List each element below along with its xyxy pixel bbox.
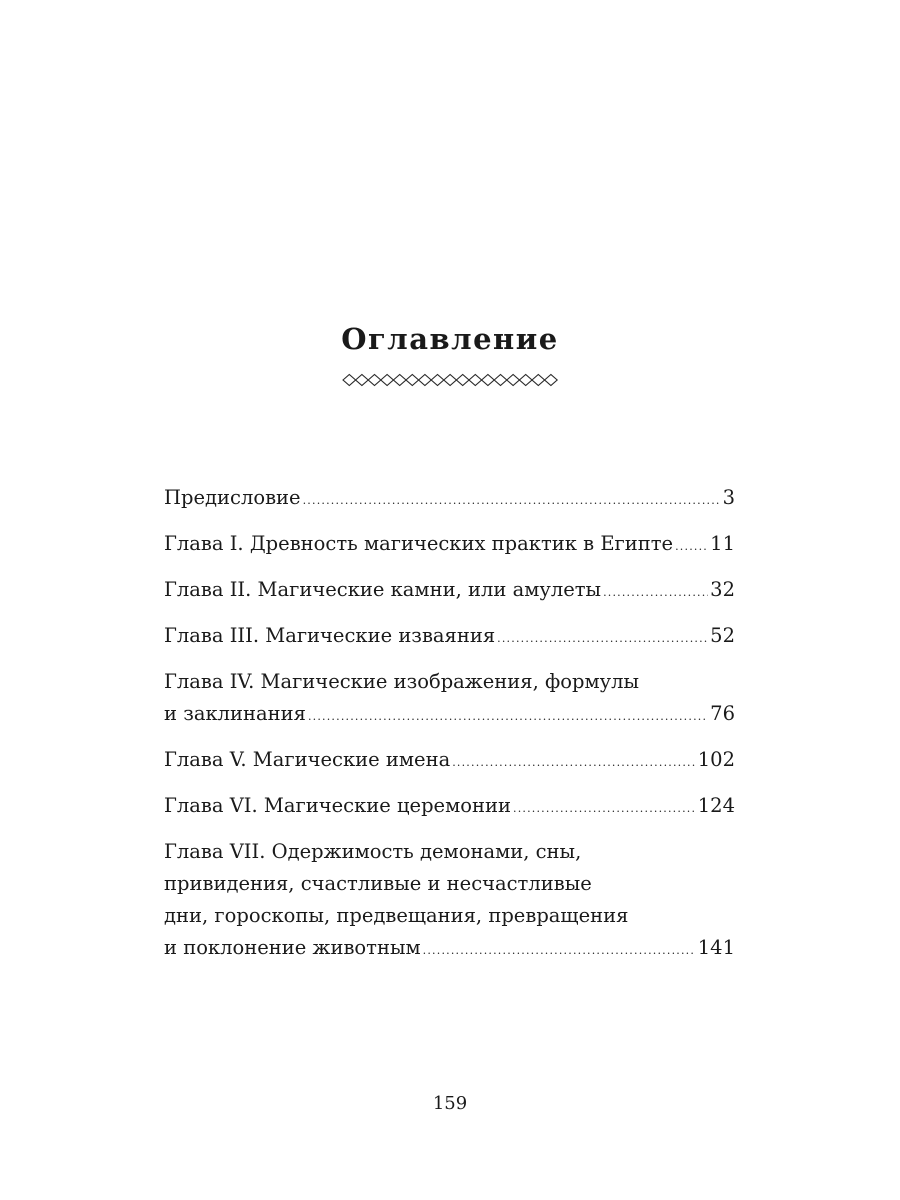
diamond-shape (444, 375, 457, 386)
toc-page-number: 32 (710, 578, 735, 601)
toc-leader-dots (303, 485, 721, 517)
table-of-contents (164, 482, 735, 978)
toc-leader-dots (675, 531, 708, 563)
diamond-shape (532, 375, 545, 386)
diamond-shape (368, 375, 381, 386)
toc-entry-title: и заклинания (164, 702, 306, 725)
toc-entry[interactable] (164, 528, 735, 563)
page-title: Оглавление (341, 322, 559, 356)
diamond-shape (456, 375, 469, 386)
diamond-shape (494, 375, 507, 386)
toc-entry-title: Предисловие (164, 486, 301, 509)
diamond-shape (469, 375, 482, 386)
toc-entry-title: Глава V. Магические имена (164, 748, 451, 771)
toc-entry[interactable] (164, 482, 735, 517)
toc-entry-title: Глава VI. Магические церемонии (164, 794, 511, 817)
toc-entry-title-line: Глава VII. Одержимость демонами, сны, (164, 840, 582, 863)
toc-entry[interactable] (164, 666, 735, 733)
diamond-shape (406, 375, 419, 386)
toc-page-number: 124 (697, 794, 735, 817)
toc-page-number: 3 (722, 486, 735, 509)
toc-page-number: 141 (697, 936, 735, 959)
diamond-shape (507, 375, 520, 386)
diamond-shape (419, 375, 432, 386)
toc-leader-dots (308, 701, 708, 733)
diamond-shape (519, 375, 532, 386)
toc-leader-dots (497, 623, 708, 655)
toc-leader-dots (452, 747, 696, 779)
toc-entry[interactable] (164, 836, 735, 967)
toc-leader-dots (513, 793, 696, 825)
toc-leader-dots (423, 935, 696, 967)
diamond-shape (393, 375, 406, 386)
toc-page-number: 52 (710, 624, 735, 647)
diamond-shape (545, 375, 558, 386)
diamond-shape (431, 375, 444, 386)
toc-entry[interactable] (164, 744, 735, 779)
toc-entry-title: Глава II. Магические камни, или амулеты (164, 578, 602, 601)
toc-page-number: 11 (710, 532, 735, 555)
diamond-shape (381, 375, 394, 386)
toc-entry[interactable] (164, 574, 735, 609)
toc-entry-title: Глава I. Древность магических практик в Египте (164, 532, 674, 555)
toc-entry-title-line: дни, гороскопы, предвещания, превращения (164, 904, 629, 927)
diamond-chain-ornament-icon (340, 373, 560, 387)
toc-entry-title: и поклонение животным (164, 936, 421, 959)
page-number: 159 (432, 1093, 468, 1114)
toc-entry[interactable] (164, 790, 735, 825)
toc-leader-dots (603, 577, 708, 609)
diamond-shape (356, 375, 369, 386)
toc-entry-title-line: привидения, счастливые и несчастливые (164, 872, 592, 895)
diamond-shape (482, 375, 495, 386)
toc-page-number: 102 (697, 748, 735, 771)
toc-entry-title-line: Глава IV. Магические изображения, формулы (164, 670, 640, 693)
toc-entry[interactable] (164, 620, 735, 655)
toc-page-number: 76 (710, 702, 735, 725)
diamond-shape (343, 375, 356, 386)
toc-entry-title: Глава III. Магические изваяния (164, 624, 496, 647)
